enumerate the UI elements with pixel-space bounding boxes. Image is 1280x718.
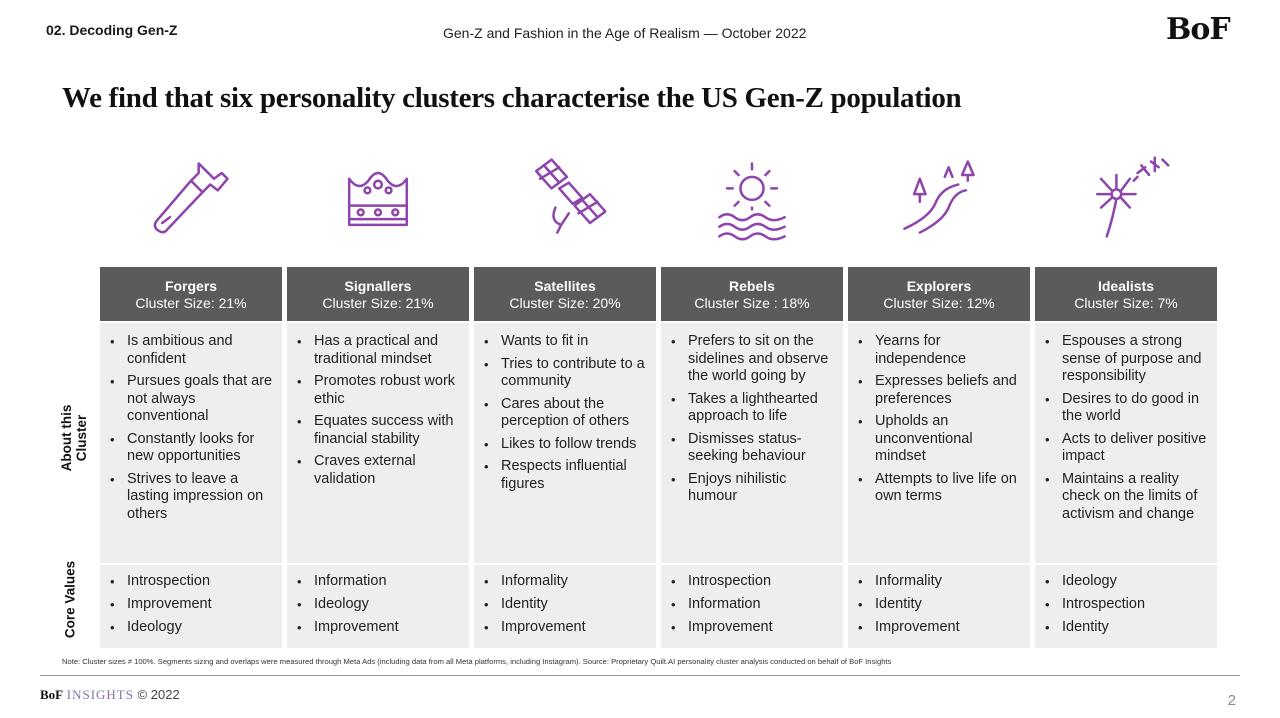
winding-path-icon — [848, 148, 1030, 248]
cluster-header-idealists — [1035, 267, 1217, 321]
list-item: • Information — [669, 596, 835, 614]
cluster-header-satellites — [474, 267, 656, 321]
row-label-about: About this Cluster — [59, 404, 89, 472]
list-item: • Respects influential figures — [482, 458, 648, 493]
cluster-icons-row — [100, 148, 1216, 248]
footer-divider — [40, 675, 1240, 676]
list-item: • Upholds an unconventional mindset — [856, 413, 1022, 466]
cluster-about-signallers — [287, 323, 469, 563]
list-item: • Enjoys nihilistic humour — [669, 471, 835, 506]
satellite-icon — [474, 148, 656, 248]
list-item: • Identity — [1043, 619, 1209, 637]
footnote: Note: Cluster sizes ≠ 100%. Segments sizing and overlaps were measured through Meta Ads (including data from all Meta platforms, including Instagram). Source: Proprietary Quilt.AI personality cluster analysis conducted on behalf of BoF Insights — [62, 657, 892, 666]
list-item: • Wants to fit in — [482, 333, 648, 351]
cluster-header-rebels — [661, 267, 843, 321]
footer-brand-bof: BoF — [40, 687, 64, 702]
cluster-size: Cluster Size: 21% — [135, 295, 247, 311]
cluster-size: Cluster Size: 7% — [1074, 295, 1178, 311]
cluster-header-explorers — [848, 267, 1030, 321]
list-item: • Introspection — [1043, 596, 1209, 614]
cluster-values-signallers — [287, 565, 469, 648]
cluster-size: Cluster Size: 21% — [322, 295, 434, 311]
list-item: • Attempts to live life on own terms — [856, 471, 1022, 506]
cluster-name: Idealists — [1097, 278, 1155, 294]
cluster-values-satellites — [474, 565, 656, 648]
list-item: • Introspection — [669, 573, 835, 591]
cluster-header-signallers — [287, 267, 469, 321]
cluster-name: Satellites — [534, 278, 596, 294]
cluster-values-explorers — [848, 565, 1030, 648]
list-item: • Cares about the perception of others — [482, 396, 648, 431]
list-item: • Tries to contribute to a community — [482, 356, 648, 391]
list-item: • Information — [295, 573, 461, 591]
list-item: • Improvement — [482, 619, 648, 637]
list-item: • Takes a lighthearted approach to life — [669, 391, 835, 426]
cluster-values-rebels — [661, 565, 843, 648]
cluster-values-idealists — [1035, 565, 1217, 648]
page-number: 2 — [1227, 692, 1236, 709]
list-item: • Improvement — [669, 619, 835, 637]
list-item: • Acts to deliver positive impact — [1043, 431, 1209, 466]
section-label: 02. Decoding Gen-Z — [46, 22, 178, 38]
list-item: • Ideology — [295, 596, 461, 614]
list-item: • Constantly looks for new opportunities — [108, 431, 274, 466]
list-item: • Yearns for independence — [856, 333, 1022, 368]
list-item: • Equates success with financial stability — [295, 413, 461, 448]
list-item: • Expresses beliefs and preferences — [856, 373, 1022, 408]
list-item: • Likes to follow trends — [482, 436, 648, 454]
cluster-size: Cluster Size: 12% — [883, 295, 995, 311]
list-item: • Introspection — [108, 573, 274, 591]
list-item: • Craves external validation — [295, 453, 461, 488]
hammer-icon — [100, 148, 282, 248]
list-item: • Maintains a reality check on the limits of activism and change — [1043, 471, 1209, 524]
cluster-name: Rebels — [729, 278, 775, 294]
list-item: • Informality — [482, 573, 648, 591]
list-item: • Improvement — [108, 596, 274, 614]
row-label-core-values: Core Values — [62, 560, 78, 639]
dandelion-icon — [1035, 148, 1217, 248]
footer-brand-insights: INSIGHTS — [66, 687, 134, 702]
list-item: • Identity — [482, 596, 648, 614]
bof-logo[interactable]: BoF — [1166, 12, 1230, 47]
cluster-values-forgers — [100, 565, 282, 648]
list-item: • Improvement — [856, 619, 1022, 637]
list-item: • Dismisses status-seeking behaviour — [669, 431, 835, 466]
list-item: • Ideology — [1043, 573, 1209, 591]
crown-icon — [287, 148, 469, 248]
list-item: • Promotes robust work ethic — [295, 373, 461, 408]
list-item: • Has a practical and traditional mindset — [295, 333, 461, 368]
list-item: • Informality — [856, 573, 1022, 591]
list-item: • Improvement — [295, 619, 461, 637]
cluster-name: Explorers — [906, 278, 972, 294]
list-item: • Ideology — [108, 619, 274, 637]
list-item: • Espouses a strong sense of purpose and responsibility — [1043, 333, 1209, 386]
sun-waves-icon — [661, 148, 843, 248]
cluster-about-forgers — [100, 323, 282, 563]
cluster-header-forgers — [100, 267, 282, 321]
cluster-name: Forgers — [164, 278, 218, 294]
list-item: • Desires to do good in the world — [1043, 391, 1209, 426]
cluster-about-idealists — [1035, 323, 1217, 563]
list-item: • Pursues goals that are not always conventional — [108, 373, 274, 426]
page-headline: We find that six personality clusters characterise the US Gen-Z population — [62, 82, 962, 114]
cluster-about-rebels — [661, 323, 843, 563]
cluster-size: Cluster Size: 20% — [509, 295, 621, 311]
list-item: • Identity — [856, 596, 1022, 614]
list-item: • Strives to leave a lasting impression on others — [108, 471, 274, 524]
report-title: Gen-Z and Fashion in the Age of Realism — October 2022 — [443, 25, 807, 41]
cluster-name: Signallers — [344, 278, 412, 294]
list-item: • Is ambitious and confident — [108, 333, 274, 368]
footer-copyright: © 2022 — [137, 687, 180, 702]
footer-brand — [40, 687, 180, 703]
cluster-size: Cluster Size : 18% — [694, 295, 810, 311]
cluster-about-satellites — [474, 323, 656, 563]
list-item: • Prefers to sit on the sidelines and observe the world going by — [669, 333, 835, 386]
cluster-about-explorers — [848, 323, 1030, 563]
